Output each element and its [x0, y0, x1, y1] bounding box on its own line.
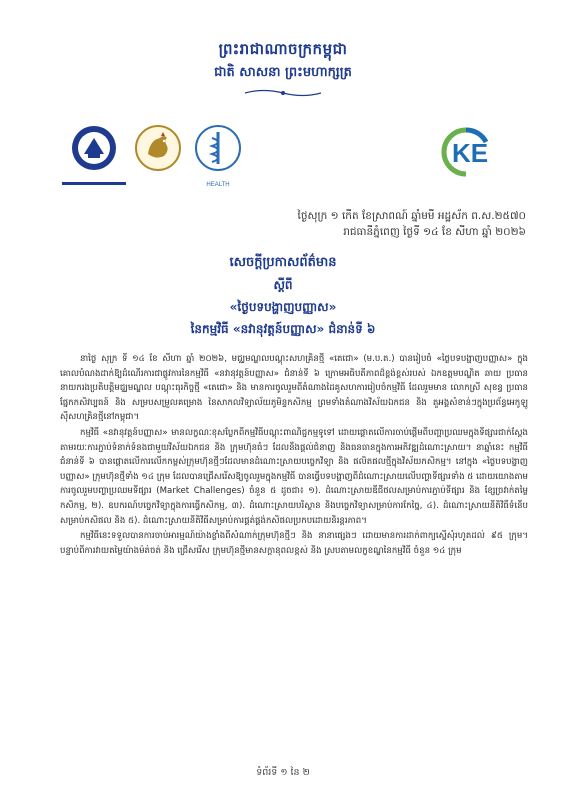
ministry-seal-logo: [70, 124, 118, 180]
kingdom-title: ព្រះរាជាណាចក្រកម្ពុជា: [218, 40, 348, 58]
paragraph-1: នាថ្ងៃ សុក្រ ទី ១៤ ខែ សីហា ឆ្នាំ ២០២៦, មជ្ឈមណ្ឌលបណ្តុះសហគ្រិនថ្មី «តេជោ» (ម.ប.ត.) បានរៀបចំ «ថ្ងៃបទបង្ហាញបញ្ញាស» ក្នុងគោលបំណងដាក់ឱ្យដំណើរការជាផ្លូវការនៃកម្មវិធី «នវានុវត្តន៍បញ្ញាស» ជំនាន់ទី ៦ ក្រោមអធិបតីភាពដ៏ខ្ពង់ខ្ពស់របស់ ឯកឧត្តមបណ្ឌិត ឆាយ ប្រធាន នាយករងប្រតិបត្តិមជ្ឈមណ្ឌល បណ្តុះធុរកិច្ចថ្មី «តេជោ» និង មានការចូលរួមពីតំណាងដៃគូសហការរៀបចំកម្មវិធី ដែលរួមមាន លោកស្រី សុខន្ធ ប្រធានផ្នែកកសិវប្បធន៍ និង សម្របសម្រួលគម្រោង នៃសាកលវិទ្យាល័យភូមិន្ទកសិកម្ម ព្រមទាំងតំណាងវិស័យឯកជន និង តួអង្គសំខាន់ៗក្នុងប្រព័ន្ធអេកូឡូស៊ីសហគ្រិនថ្មីនៅកម្ពុជា។: [60, 354, 528, 423]
ornament-divider: [243, 88, 323, 98]
lunar-date: ថ្ងៃសុក្រ ១ កើត ខែស្រាពណ៍ ឆ្នាំមមី អដ្ឋស័ក ព.ស.២៥៧០: [297, 210, 526, 222]
logo-row: [0, 118, 566, 198]
title-block: [0, 254, 566, 339]
national-motto: ជាតិ សាសនា ព្រះមហាក្សត្រ: [214, 65, 352, 80]
program-title: នៃកម្មវិធី «នវានុវត្តន៍បញ្ញាស» ជំនាន់ទី ៦: [190, 322, 376, 336]
title-regarding: ស្តីពី: [273, 278, 293, 292]
paragraph-3: កម្មវិធីនេះទទួលបានការចាប់អារម្មណ៍យ៉ាងខ្លាំងពីសំណាក់ក្រុមហ៊ុនថ្មីៗ និង នានាផ្សេងៗ ដោយមានការដាក់ពាក្យស្នើសុំរហូតដល់ ៩៥ ក្រុម។ បន្ទាប់ពីការវាយតម្លៃយ៉ាងម៉ត់ចត់ និង ជ្រើសរើស ក្រុមហ៊ុនថ្មីមានសក្តានុពលខ្ពស់ និង ស្របតាមលក្ខខណ្ឌនៃកម្មវិធី ចំនួន ១៤ ក្រុម: [60, 531, 528, 556]
caduceus-logo: [194, 124, 242, 180]
ke-logo-text: KE: [452, 138, 489, 168]
body-text: [60, 352, 528, 559]
paragraph-2: កម្មវិធី «នវានុវត្តន៍បញ្ញាស» មានលក្ខណៈខុសប្លែកពីកម្មវិធីបណ្តុះពាណិជ្ជកម្មទូទៅ ដោយផ្តោតលើការចាប់ផ្តើមពីបញ្ហាប្រឈមក្នុងទីផ្សារជាក់ស្តែង តាមរយៈការភ្ជាប់ទំនាក់ទំនងជាមួយវិស័យឯកជន និង ក្រុមហ៊ុនធំៗ ដែលនឹងផ្តល់ជំនាញ និងធនធានក្នុងការអភិវឌ្ឍដំណោះស្រាយ។ នាឆ្នាំនេះ កម្មវិធីជំនាន់ទី ៦ បានផ្តោតលើការលើកកម្ពស់ក្រុមហ៊ុនថ្មីៗដែលមានដំណោះស្រាយបច្ចេកវិទ្យា និង ផលិតផលថ្មីក្នុងវិស័យកសិកម្ម។ នៅក្នុង «ថ្ងៃបទបង្ហាញបញ្ញាស» ក្រុមហ៊ុនថ្មីទាំង ១៤ ក្រុម ដែលបានជ្រើសរើសឱ្យចូលរួមក្នុងកម្មវិធី បានធ្វើបទបង្ហាញពីដំណោះស្រាយលើបញ្ហាទីផ្សារទាំង ៥ ដោយយោងតាមការចូលរួមបញ្ហាប្រឈមទីផ្សារ (Market Challenges) ចំនួន ៥ ដូចជា៖ ១). ដំណោះស្រាយឌីជីថលសម្រាប់ការភ្ជាប់ទីផ្សារ និង ខ្សែច្រវាក់តម្លៃកសិកម្ម, ២). ឧបករណ៍បច្ចេកវិទ្យាក្នុងការធ្វើកសិកម្ម, ៣). ដំណោះស្រាយបរិស្ថាន និងបច្ចេកវិទ្យាសម្រាប់ការកែច្នៃ, ៤). ដំណោះស្រាយនីតិវិធីទំនើបសម្រាប់កសិផល និង ៥). ដំណោះស្រាយនីតិវិធីសម្រាប់ការផ្គត់ផ្គង់កសិផលប្រកបដោយនិរន្តរភាព។: [60, 427, 528, 526]
press-release-title: សេចក្តីប្រកាសព័ត៌មាន: [229, 255, 337, 270]
rooster-logo: [134, 124, 182, 180]
solar-date: រាជធានីភ្នំពេញ ថ្ងៃទី ១៤ ខែ សីហា ឆ្នាំ ២០២៦: [343, 226, 526, 238]
health-logo-caption: HEALTH: [206, 182, 230, 188]
ministry-label-bar: [62, 182, 126, 185]
page-number: ទំព័រទី ១ នៃ ២: [256, 767, 310, 778]
event-title: «ថ្ងៃបទបង្ហាញបញ្ញាស»: [229, 300, 337, 314]
